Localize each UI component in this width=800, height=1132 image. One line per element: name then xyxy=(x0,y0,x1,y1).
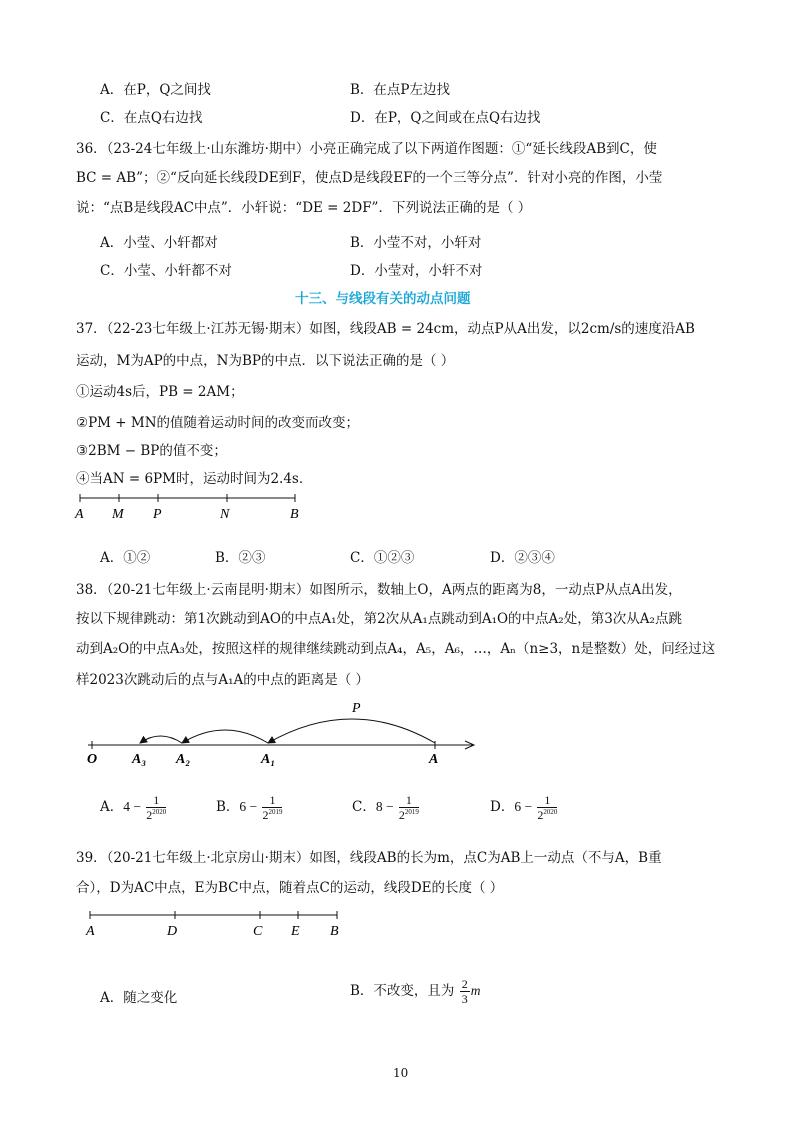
q36-line-3: 说：“点B是线段AC中点”．小轩说：“DE = 2DF”．下列说法正确的是（ ） xyxy=(76,200,532,216)
q38-label-o: O xyxy=(87,752,98,767)
q37-option-b: B．②③ xyxy=(215,550,266,566)
q38-label-a2: A₂ xyxy=(176,752,191,767)
q36-option-b: B．小莹不对，小轩对 xyxy=(350,235,482,251)
q35-option-c: C．在点Q右边找 xyxy=(100,110,203,126)
q38-label-p: P xyxy=(352,701,361,716)
q38-option-c: C．8 − $\frac{1}{2^{2019}}$ xyxy=(352,793,419,822)
q35-option-b: B．在点P左边找 xyxy=(350,82,451,98)
q38-option-d: D．6 − $\frac{1}{2^{2020}}$ xyxy=(490,793,558,822)
q38-line-4: 样2023次跳动后的点与A₁A的中点的距离是（ ） xyxy=(76,672,370,688)
q38-number-line-figure xyxy=(80,697,490,769)
q39-label-e: E xyxy=(291,924,300,939)
q37-label-b: B xyxy=(290,507,299,522)
q38-label-a1: A₁ xyxy=(261,752,276,767)
section-title: 十三、与线段有关的动点问题 xyxy=(295,291,471,307)
q37-line-1: 37．（22-23七年级上·江苏无锡·期末）如图，线段AB = 24cm，动点P从A出发，以2cm/s的速度沿AB xyxy=(76,321,695,337)
q36-option-a: A．小莹、小轩都对 xyxy=(100,235,218,251)
q37-option-d: D．②③④ xyxy=(490,550,555,566)
q39-label-b: B xyxy=(330,924,339,939)
q38-option-b: B．6 − $\frac{1}{2^{2019}}$ xyxy=(216,793,283,822)
q37-segment-figure xyxy=(70,490,320,524)
q36-option-c: C．小莹、小轩都不对 xyxy=(100,263,232,279)
q38-line-3: 动到A₂O的中点A₃处，按照这样的规律继续跳动到点A₄，A₅，A₆，…，Aₙ（n≥3，n是整数）处，问经过这 xyxy=(76,641,716,657)
q37-label-m: M xyxy=(112,507,124,522)
q37-statement-4: ④当AN = 6PM时，运动时间为2.4s． xyxy=(76,471,313,487)
q35-option-a: A．在P，Q之间找 xyxy=(100,82,211,98)
q39-label-a: A xyxy=(86,924,95,939)
q37-option-a: A．①② xyxy=(100,550,151,566)
page-number: 10 xyxy=(393,1066,409,1080)
q37-label-a: A xyxy=(75,507,84,522)
q39-segment-figure xyxy=(82,907,352,941)
q36-line-2: BC = AB”；②“反向延长线段DE到F，使点D是线段EF的一个三等分点”．针对小亮的作图，小莹 xyxy=(76,170,663,186)
q38-option-a: A．4 − $\frac{1}{2^{2020}}$ xyxy=(100,793,167,822)
q36-option-d: D．小莹对，小轩不对 xyxy=(350,263,483,279)
q38-line-1: 38．（20-21七年级上·云南昆明·期末）如图所示，数轴上O，A两点的距离为8，一动点P从点A出发， xyxy=(76,582,682,598)
q39-label-d: D xyxy=(167,924,178,939)
q37-statement-3: ③2BM − BP的值不变； xyxy=(76,443,227,459)
q37-label-p: P xyxy=(153,507,162,522)
q39-option-b: B．不改变，且为 $\frac{2}{3}$ m xyxy=(350,977,481,1006)
q39-option-a: A．随之变化 xyxy=(100,990,178,1006)
q37-label-n: N xyxy=(220,507,230,522)
q39-label-c: C xyxy=(253,924,263,939)
q37-option-c: C．①②③ xyxy=(350,550,415,566)
q39-line-2: 合），D为AC中点，E为BC中点，随着点C的运动，线段DE的长度（ ） xyxy=(76,880,504,896)
q37-line-2: 运动，M为AP的中点，N为BP的中点．以下说法正确的是（ ） xyxy=(76,353,455,369)
q35-option-d: D．在P，Q之间或在点Q右边找 xyxy=(350,110,541,126)
q38-label-a: A xyxy=(429,752,439,767)
q37-statement-2: ②PM + MN的值随着运动时间的改变而改变； xyxy=(76,415,360,431)
q38-line-2: 按以下规律跳动：第1次跳动到AO的中点A₁处，第2次从A₁点跳动到A₁O的中点A₂处，第3次从A₂点跳 xyxy=(76,611,682,627)
q39-line-1: 39．（20-21七年级上·北京房山·期末）如图，线段AB的长为m，点C为AB上一动点（不与A，B重 xyxy=(76,850,662,866)
q36-line-1: 36．（23-24七年级上·山东潍坊·期中）小亮正确完成了以下两道作图题：①“延长线段AB到C，使 xyxy=(76,141,657,157)
q37-statement-1: ①运动4s后，PB = 2AM； xyxy=(76,384,244,400)
q38-label-a3: A₃ xyxy=(132,752,147,767)
